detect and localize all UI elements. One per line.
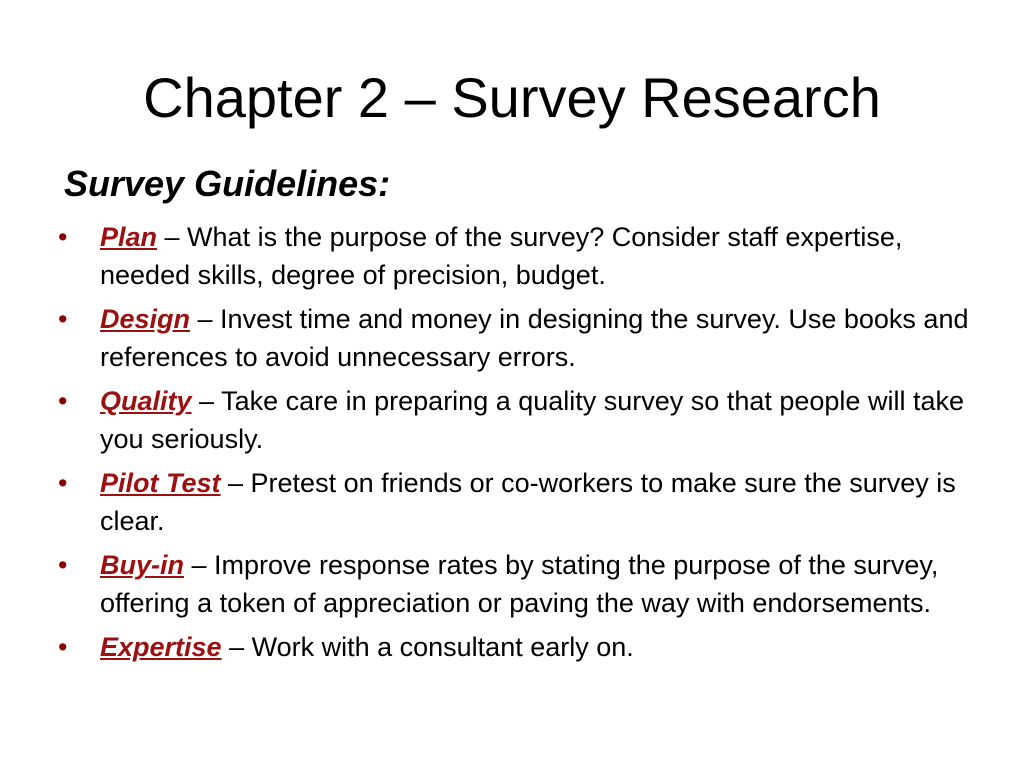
- guideline-item-buy-in: [58, 546, 998, 622]
- guideline-item-design: [58, 300, 998, 376]
- bullet-icon: •: [58, 386, 68, 416]
- guideline-text: – Take care in preparing a quality survey so that people will take you seriously.: [100, 386, 964, 454]
- guideline-item-quality: [58, 382, 998, 458]
- guideline-term: Design: [100, 304, 191, 334]
- slide-subheading: Survey Guidelines:: [64, 163, 391, 204]
- guideline-item-plan: [58, 218, 998, 294]
- guideline-term: Pilot Test: [100, 468, 221, 498]
- guideline-text: – What is the purpose of the survey? Consider staff expertise, needed skills, degree of precision, budget.: [100, 222, 903, 290]
- bullet-icon: •: [58, 468, 68, 498]
- guideline-term: Plan: [100, 222, 158, 252]
- guideline-item-pilot-test: [58, 464, 998, 540]
- guideline-text: – Improve response rates by stating the purpose of the survey, offering a token of appreciation or paving the way with endorsements.: [100, 550, 939, 618]
- guideline-text: – Work with a consultant early on.: [221, 632, 634, 662]
- slide-title: Chapter 2 – Survey Research: [143, 66, 881, 129]
- bullet-icon: •: [58, 304, 68, 334]
- bullet-icon: •: [58, 550, 68, 580]
- guideline-list: [58, 218, 998, 672]
- guideline-term: Buy-in: [100, 550, 184, 580]
- bullet-icon: •: [58, 632, 68, 662]
- bullet-icon: •: [58, 222, 68, 252]
- guideline-text: – Pretest on friends or co-workers to make sure the survey is clear.: [100, 468, 956, 536]
- guideline-item-expertise: [58, 628, 998, 666]
- guideline-text: – Invest time and money in designing the survey. Use books and references to avoid unnecessary errors.: [100, 304, 969, 372]
- guideline-term: Expertise: [100, 632, 222, 662]
- guideline-term: Quality: [100, 386, 192, 416]
